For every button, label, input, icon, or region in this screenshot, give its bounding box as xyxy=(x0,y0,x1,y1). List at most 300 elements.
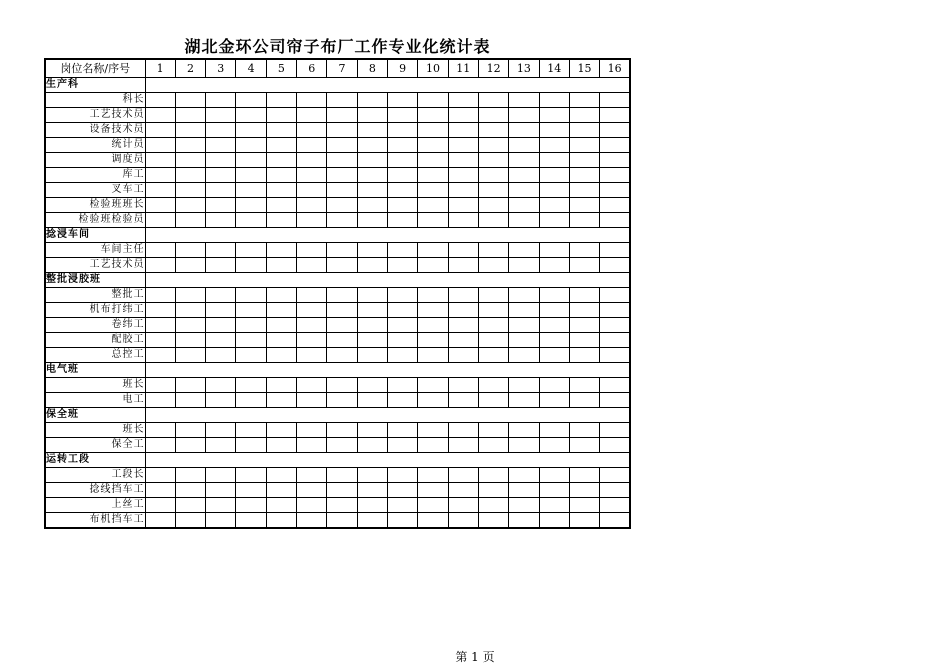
data-cell[interactable] xyxy=(236,168,266,183)
data-cell[interactable] xyxy=(478,333,508,348)
data-cell[interactable] xyxy=(175,93,205,108)
data-cell[interactable] xyxy=(357,153,387,168)
data-cell[interactable] xyxy=(357,438,387,453)
data-cell[interactable] xyxy=(297,123,327,138)
data-cell[interactable] xyxy=(206,333,236,348)
data-cell[interactable] xyxy=(539,318,569,333)
data-cell[interactable] xyxy=(509,168,539,183)
data-cell[interactable] xyxy=(388,288,418,303)
data-cell[interactable] xyxy=(600,483,630,498)
data-cell[interactable] xyxy=(297,318,327,333)
data-cell[interactable] xyxy=(175,168,205,183)
data-cell[interactable] xyxy=(418,123,448,138)
data-cell[interactable] xyxy=(600,513,630,529)
data-cell[interactable] xyxy=(418,213,448,228)
data-cell[interactable] xyxy=(206,168,236,183)
data-cell[interactable] xyxy=(357,138,387,153)
data-cell[interactable] xyxy=(175,393,205,408)
data-cell[interactable] xyxy=(388,258,418,273)
data-cell[interactable] xyxy=(327,468,357,483)
data-cell[interactable] xyxy=(600,183,630,198)
data-cell[interactable] xyxy=(327,498,357,513)
data-cell[interactable] xyxy=(569,468,599,483)
data-cell[interactable] xyxy=(266,198,296,213)
data-cell[interactable] xyxy=(509,138,539,153)
data-cell[interactable] xyxy=(297,138,327,153)
data-cell[interactable] xyxy=(569,423,599,438)
data-cell[interactable] xyxy=(448,153,478,168)
data-cell[interactable] xyxy=(297,168,327,183)
data-cell[interactable] xyxy=(448,93,478,108)
data-cell[interactable] xyxy=(448,513,478,529)
data-cell[interactable] xyxy=(175,483,205,498)
data-cell[interactable] xyxy=(539,168,569,183)
data-cell[interactable] xyxy=(418,168,448,183)
data-cell[interactable] xyxy=(478,423,508,438)
data-cell[interactable] xyxy=(388,183,418,198)
data-cell[interactable] xyxy=(418,438,448,453)
data-cell[interactable] xyxy=(297,483,327,498)
data-cell[interactable] xyxy=(539,138,569,153)
data-cell[interactable] xyxy=(175,468,205,483)
data-cell[interactable] xyxy=(266,108,296,123)
data-cell[interactable] xyxy=(388,333,418,348)
data-cell[interactable] xyxy=(509,333,539,348)
data-cell[interactable] xyxy=(418,93,448,108)
data-cell[interactable] xyxy=(539,243,569,258)
data-cell[interactable] xyxy=(569,153,599,168)
data-cell[interactable] xyxy=(297,93,327,108)
data-cell[interactable] xyxy=(418,153,448,168)
data-cell[interactable] xyxy=(297,348,327,363)
data-cell[interactable] xyxy=(266,483,296,498)
data-cell[interactable] xyxy=(236,213,266,228)
data-cell[interactable] xyxy=(418,483,448,498)
data-cell[interactable] xyxy=(357,378,387,393)
data-cell[interactable] xyxy=(266,423,296,438)
data-cell[interactable] xyxy=(175,333,205,348)
data-cell[interactable] xyxy=(448,393,478,408)
data-cell[interactable] xyxy=(145,213,175,228)
data-cell[interactable] xyxy=(448,213,478,228)
data-cell[interactable] xyxy=(539,498,569,513)
data-cell[interactable] xyxy=(206,498,236,513)
data-cell[interactable] xyxy=(388,348,418,363)
data-cell[interactable] xyxy=(327,258,357,273)
data-cell[interactable] xyxy=(327,123,357,138)
data-cell[interactable] xyxy=(388,303,418,318)
data-cell[interactable] xyxy=(539,438,569,453)
data-cell[interactable] xyxy=(357,168,387,183)
data-cell[interactable] xyxy=(509,153,539,168)
data-cell[interactable] xyxy=(388,153,418,168)
data-cell[interactable] xyxy=(448,183,478,198)
data-cell[interactable] xyxy=(175,513,205,529)
data-cell[interactable] xyxy=(569,258,599,273)
data-cell[interactable] xyxy=(236,333,266,348)
data-cell[interactable] xyxy=(357,258,387,273)
data-cell[interactable] xyxy=(236,318,266,333)
data-cell[interactable] xyxy=(145,378,175,393)
data-cell[interactable] xyxy=(327,378,357,393)
data-cell[interactable] xyxy=(327,183,357,198)
data-cell[interactable] xyxy=(600,333,630,348)
data-cell[interactable] xyxy=(388,423,418,438)
data-cell[interactable] xyxy=(297,513,327,529)
data-cell[interactable] xyxy=(357,483,387,498)
data-cell[interactable] xyxy=(145,288,175,303)
data-cell[interactable] xyxy=(448,288,478,303)
data-cell[interactable] xyxy=(297,198,327,213)
data-cell[interactable] xyxy=(206,138,236,153)
data-cell[interactable] xyxy=(388,438,418,453)
data-cell[interactable] xyxy=(418,498,448,513)
data-cell[interactable] xyxy=(569,333,599,348)
data-cell[interactable] xyxy=(539,108,569,123)
data-cell[interactable] xyxy=(509,483,539,498)
data-cell[interactable] xyxy=(145,108,175,123)
data-cell[interactable] xyxy=(175,318,205,333)
data-cell[interactable] xyxy=(357,318,387,333)
data-cell[interactable] xyxy=(327,333,357,348)
data-cell[interactable] xyxy=(539,258,569,273)
data-cell[interactable] xyxy=(297,393,327,408)
data-cell[interactable] xyxy=(539,378,569,393)
data-cell[interactable] xyxy=(266,168,296,183)
data-cell[interactable] xyxy=(478,213,508,228)
data-cell[interactable] xyxy=(145,153,175,168)
data-cell[interactable] xyxy=(509,213,539,228)
data-cell[interactable] xyxy=(478,108,508,123)
data-cell[interactable] xyxy=(478,138,508,153)
data-cell[interactable] xyxy=(539,123,569,138)
data-cell[interactable] xyxy=(569,108,599,123)
data-cell[interactable] xyxy=(600,213,630,228)
data-cell[interactable] xyxy=(297,213,327,228)
data-cell[interactable] xyxy=(357,498,387,513)
data-cell[interactable] xyxy=(418,513,448,529)
data-cell[interactable] xyxy=(357,303,387,318)
data-cell[interactable] xyxy=(418,243,448,258)
data-cell[interactable] xyxy=(509,468,539,483)
data-cell[interactable] xyxy=(539,513,569,529)
data-cell[interactable] xyxy=(448,138,478,153)
data-cell[interactable] xyxy=(418,318,448,333)
data-cell[interactable] xyxy=(145,318,175,333)
data-cell[interactable] xyxy=(600,138,630,153)
data-cell[interactable] xyxy=(478,378,508,393)
data-cell[interactable] xyxy=(327,348,357,363)
data-cell[interactable] xyxy=(175,438,205,453)
data-cell[interactable] xyxy=(206,243,236,258)
data-cell[interactable] xyxy=(297,468,327,483)
data-cell[interactable] xyxy=(327,288,357,303)
data-cell[interactable] xyxy=(206,123,236,138)
data-cell[interactable] xyxy=(327,423,357,438)
data-cell[interactable] xyxy=(206,153,236,168)
data-cell[interactable] xyxy=(569,318,599,333)
data-cell[interactable] xyxy=(600,123,630,138)
data-cell[interactable] xyxy=(145,243,175,258)
data-cell[interactable] xyxy=(175,423,205,438)
data-cell[interactable] xyxy=(145,468,175,483)
data-cell[interactable] xyxy=(478,303,508,318)
data-cell[interactable] xyxy=(569,513,599,529)
data-cell[interactable] xyxy=(388,198,418,213)
data-cell[interactable] xyxy=(297,243,327,258)
data-cell[interactable] xyxy=(478,468,508,483)
data-cell[interactable] xyxy=(509,183,539,198)
data-cell[interactable] xyxy=(600,243,630,258)
data-cell[interactable] xyxy=(236,108,266,123)
data-cell[interactable] xyxy=(418,108,448,123)
data-cell[interactable] xyxy=(327,318,357,333)
data-cell[interactable] xyxy=(478,123,508,138)
data-cell[interactable] xyxy=(236,288,266,303)
data-cell[interactable] xyxy=(206,108,236,123)
data-cell[interactable] xyxy=(236,423,266,438)
data-cell[interactable] xyxy=(539,483,569,498)
data-cell[interactable] xyxy=(478,348,508,363)
data-cell[interactable] xyxy=(418,288,448,303)
data-cell[interactable] xyxy=(448,123,478,138)
data-cell[interactable] xyxy=(145,183,175,198)
data-cell[interactable] xyxy=(418,333,448,348)
data-cell[interactable] xyxy=(569,438,599,453)
data-cell[interactable] xyxy=(206,513,236,529)
data-cell[interactable] xyxy=(448,483,478,498)
data-cell[interactable] xyxy=(175,378,205,393)
data-cell[interactable] xyxy=(206,468,236,483)
data-cell[interactable] xyxy=(539,288,569,303)
data-cell[interactable] xyxy=(388,123,418,138)
data-cell[interactable] xyxy=(478,318,508,333)
data-cell[interactable] xyxy=(145,393,175,408)
data-cell[interactable] xyxy=(418,198,448,213)
data-cell[interactable] xyxy=(600,153,630,168)
data-cell[interactable] xyxy=(236,378,266,393)
data-cell[interactable] xyxy=(388,483,418,498)
data-cell[interactable] xyxy=(448,348,478,363)
data-cell[interactable] xyxy=(600,378,630,393)
data-cell[interactable] xyxy=(418,303,448,318)
data-cell[interactable] xyxy=(388,108,418,123)
data-cell[interactable] xyxy=(448,243,478,258)
data-cell[interactable] xyxy=(236,438,266,453)
data-cell[interactable] xyxy=(478,498,508,513)
data-cell[interactable] xyxy=(175,198,205,213)
data-cell[interactable] xyxy=(266,318,296,333)
data-cell[interactable] xyxy=(175,303,205,318)
data-cell[interactable] xyxy=(388,318,418,333)
data-cell[interactable] xyxy=(266,258,296,273)
data-cell[interactable] xyxy=(327,438,357,453)
data-cell[interactable] xyxy=(175,153,205,168)
data-cell[interactable] xyxy=(478,483,508,498)
data-cell[interactable] xyxy=(478,513,508,529)
data-cell[interactable] xyxy=(145,198,175,213)
data-cell[interactable] xyxy=(327,138,357,153)
data-cell[interactable] xyxy=(175,108,205,123)
data-cell[interactable] xyxy=(357,468,387,483)
data-cell[interactable] xyxy=(145,498,175,513)
data-cell[interactable] xyxy=(297,183,327,198)
data-cell[interactable] xyxy=(206,348,236,363)
data-cell[interactable] xyxy=(327,198,357,213)
data-cell[interactable] xyxy=(388,213,418,228)
data-cell[interactable] xyxy=(600,93,630,108)
data-cell[interactable] xyxy=(357,423,387,438)
data-cell[interactable] xyxy=(478,438,508,453)
data-cell[interactable] xyxy=(569,483,599,498)
data-cell[interactable] xyxy=(206,288,236,303)
data-cell[interactable] xyxy=(236,258,266,273)
data-cell[interactable] xyxy=(297,288,327,303)
data-cell[interactable] xyxy=(266,468,296,483)
data-cell[interactable] xyxy=(569,213,599,228)
data-cell[interactable] xyxy=(448,333,478,348)
data-cell[interactable] xyxy=(448,498,478,513)
data-cell[interactable] xyxy=(448,318,478,333)
data-cell[interactable] xyxy=(509,498,539,513)
data-cell[interactable] xyxy=(236,243,266,258)
data-cell[interactable] xyxy=(539,468,569,483)
data-cell[interactable] xyxy=(266,393,296,408)
data-cell[interactable] xyxy=(206,93,236,108)
data-cell[interactable] xyxy=(327,303,357,318)
data-cell[interactable] xyxy=(357,348,387,363)
data-cell[interactable] xyxy=(236,93,266,108)
data-cell[interactable] xyxy=(175,123,205,138)
data-cell[interactable] xyxy=(327,168,357,183)
data-cell[interactable] xyxy=(206,213,236,228)
data-cell[interactable] xyxy=(266,348,296,363)
data-cell[interactable] xyxy=(569,138,599,153)
data-cell[interactable] xyxy=(509,348,539,363)
data-cell[interactable] xyxy=(266,438,296,453)
data-cell[interactable] xyxy=(297,423,327,438)
data-cell[interactable] xyxy=(327,393,357,408)
data-cell[interactable] xyxy=(418,393,448,408)
data-cell[interactable] xyxy=(478,393,508,408)
data-cell[interactable] xyxy=(448,423,478,438)
data-cell[interactable] xyxy=(145,438,175,453)
data-cell[interactable] xyxy=(539,183,569,198)
data-cell[interactable] xyxy=(266,243,296,258)
data-cell[interactable] xyxy=(266,93,296,108)
data-cell[interactable] xyxy=(357,123,387,138)
data-cell[interactable] xyxy=(388,393,418,408)
data-cell[interactable] xyxy=(266,153,296,168)
data-cell[interactable] xyxy=(266,123,296,138)
data-cell[interactable] xyxy=(448,378,478,393)
data-cell[interactable] xyxy=(236,138,266,153)
data-cell[interactable] xyxy=(388,513,418,529)
data-cell[interactable] xyxy=(357,108,387,123)
data-cell[interactable] xyxy=(448,258,478,273)
data-cell[interactable] xyxy=(236,513,266,529)
data-cell[interactable] xyxy=(478,168,508,183)
data-cell[interactable] xyxy=(327,108,357,123)
data-cell[interactable] xyxy=(266,333,296,348)
data-cell[interactable] xyxy=(509,303,539,318)
data-cell[interactable] xyxy=(297,333,327,348)
data-cell[interactable] xyxy=(206,198,236,213)
data-cell[interactable] xyxy=(206,303,236,318)
data-cell[interactable] xyxy=(388,498,418,513)
data-cell[interactable] xyxy=(569,93,599,108)
data-cell[interactable] xyxy=(357,183,387,198)
data-cell[interactable] xyxy=(236,123,266,138)
data-cell[interactable] xyxy=(145,168,175,183)
data-cell[interactable] xyxy=(600,438,630,453)
data-cell[interactable] xyxy=(206,483,236,498)
data-cell[interactable] xyxy=(357,93,387,108)
data-cell[interactable] xyxy=(388,168,418,183)
data-cell[interactable] xyxy=(145,303,175,318)
data-cell[interactable] xyxy=(145,348,175,363)
data-cell[interactable] xyxy=(448,108,478,123)
data-cell[interactable] xyxy=(145,483,175,498)
data-cell[interactable] xyxy=(569,198,599,213)
data-cell[interactable] xyxy=(600,423,630,438)
data-cell[interactable] xyxy=(327,213,357,228)
data-cell[interactable] xyxy=(509,123,539,138)
data-cell[interactable] xyxy=(509,378,539,393)
data-cell[interactable] xyxy=(327,153,357,168)
data-cell[interactable] xyxy=(206,318,236,333)
data-cell[interactable] xyxy=(600,258,630,273)
data-cell[interactable] xyxy=(297,498,327,513)
data-cell[interactable] xyxy=(236,303,266,318)
data-cell[interactable] xyxy=(266,288,296,303)
data-cell[interactable] xyxy=(297,378,327,393)
data-cell[interactable] xyxy=(478,198,508,213)
data-cell[interactable] xyxy=(297,108,327,123)
data-cell[interactable] xyxy=(388,468,418,483)
data-cell[interactable] xyxy=(236,198,266,213)
data-cell[interactable] xyxy=(509,243,539,258)
data-cell[interactable] xyxy=(600,348,630,363)
data-cell[interactable] xyxy=(509,393,539,408)
data-cell[interactable] xyxy=(509,93,539,108)
data-cell[interactable] xyxy=(388,138,418,153)
data-cell[interactable] xyxy=(266,183,296,198)
data-cell[interactable] xyxy=(357,198,387,213)
data-cell[interactable] xyxy=(388,93,418,108)
data-cell[interactable] xyxy=(569,378,599,393)
data-cell[interactable] xyxy=(600,198,630,213)
data-cell[interactable] xyxy=(297,153,327,168)
data-cell[interactable] xyxy=(448,198,478,213)
data-cell[interactable] xyxy=(600,168,630,183)
data-cell[interactable] xyxy=(175,348,205,363)
data-cell[interactable] xyxy=(569,498,599,513)
data-cell[interactable] xyxy=(478,93,508,108)
data-cell[interactable] xyxy=(266,513,296,529)
data-cell[interactable] xyxy=(175,498,205,513)
data-cell[interactable] xyxy=(600,393,630,408)
data-cell[interactable] xyxy=(418,138,448,153)
data-cell[interactable] xyxy=(297,258,327,273)
data-cell[interactable] xyxy=(418,348,448,363)
data-cell[interactable] xyxy=(206,393,236,408)
data-cell[interactable] xyxy=(509,288,539,303)
data-cell[interactable] xyxy=(145,423,175,438)
data-cell[interactable] xyxy=(569,123,599,138)
data-cell[interactable] xyxy=(600,288,630,303)
data-cell[interactable] xyxy=(569,288,599,303)
